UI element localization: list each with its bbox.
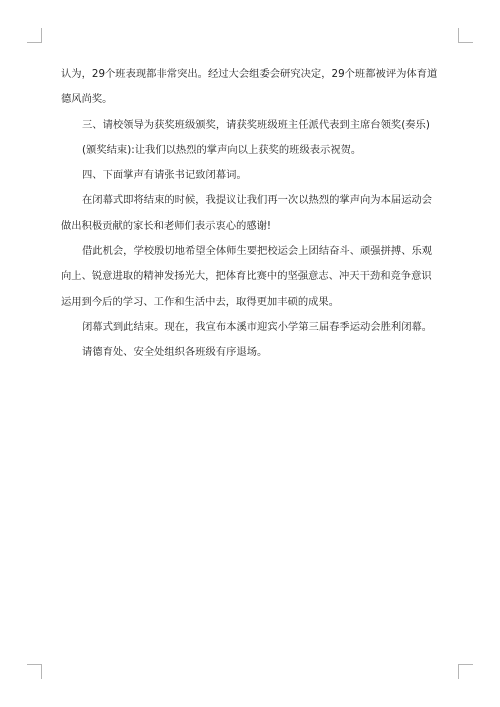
paragraph-announcement: 闭幕式到此结束。现在，我宣布本溪市迎宾小学第三届春季运动会胜利闭幕。	[82, 320, 433, 333]
document-body	[61, 62, 441, 366]
crop-mark-bottom-left	[27, 664, 42, 679]
paragraph-hopes: 借此机会，学校殷切地希望全体师生要把校运会上团结奋斗、顽强拼搏、乐观向上、锐意进取的精神发扬光大，把体育比赛中的坚强意志、冲天干劲和竞争意识运用到今后的学习、工作和生活中去，取得更加丰硕的成果。	[61, 245, 433, 308]
paragraph-thanks: 在闭幕式即将结束的时候，我提议让我们再一次以热烈的掌声向为本届运动会做出积极贡献的家长和老师们表示衷心的感谢!	[61, 194, 433, 232]
paragraph-congratulations: (颁奖结束):让我们以热烈的掌声向以上获奖的班级表示祝贺。	[82, 143, 362, 156]
crop-mark-top-left	[27, 28, 42, 43]
crop-mark-top-right	[458, 28, 473, 43]
paragraph-dismissal: 请德育处、安全处组织各班级有序退场。	[82, 346, 268, 359]
paragraph-closing-speech: 四、下面掌声有请张书记致闭幕词。	[82, 169, 247, 182]
crop-mark-bottom-right	[458, 664, 473, 679]
paragraph-award-ceremony: 三、请校领导为获奖班级颁奖，请获奖班级班主任派代表到主席台领奖(奏乐)	[82, 118, 430, 131]
paragraph-award-result: 认为，29个班表现都非常突出。经过大会组委会研究决定，29个班都被评为体育道德风尚奖。	[61, 68, 438, 106]
